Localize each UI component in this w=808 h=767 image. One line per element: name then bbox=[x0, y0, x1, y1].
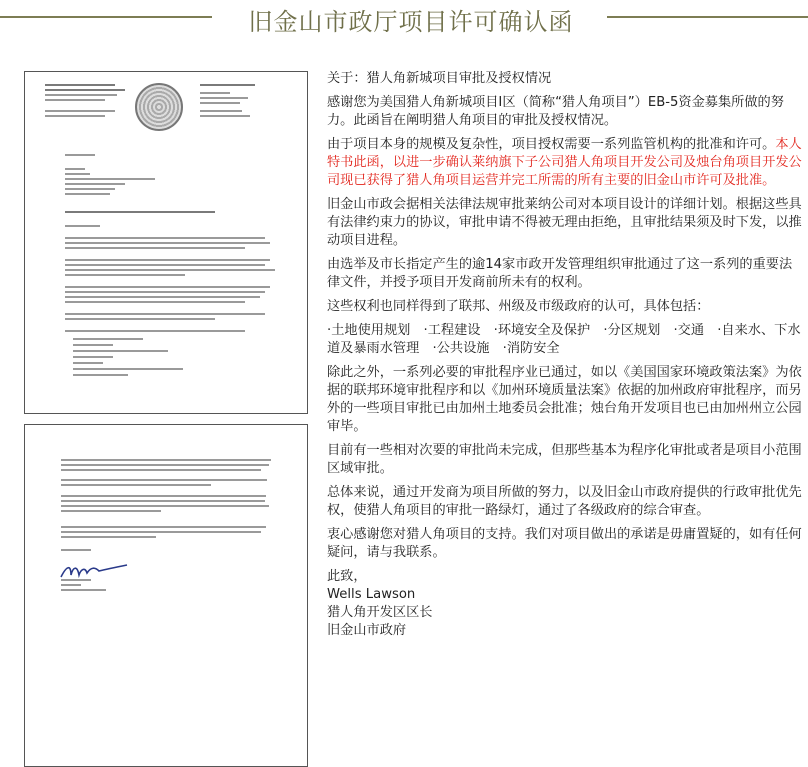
page-title: 旧金山市政厅项目许可确认函 bbox=[248, 8, 574, 36]
signature-block bbox=[327, 568, 805, 640]
confirmation-lead: 由于项目本身的规模及复杂性，项目授权需要一系列监管机构的批准和许可。 bbox=[327, 137, 776, 152]
letter-subject: 关于：猎人角新城项目审批及授权情况 bbox=[327, 71, 552, 86]
closing: 此致， bbox=[327, 569, 367, 584]
signer-org: 旧金山市政府 bbox=[327, 623, 407, 638]
paragraph-confirmation bbox=[327, 136, 805, 190]
city-seal-icon bbox=[135, 83, 183, 131]
paragraph-thanks: 衷心感谢您对猎人角项目的支持。我们对项目做出的承诺是毋庸置疑的，如有任何疑问，请与我联系。 bbox=[327, 527, 802, 560]
paragraph-summary: 总体来说，通过开发商为项目所做的努力，以及旧金山市政府提供的行政审批优先权，使猎人角项目的审批一路绿灯，通过了各级政府的综合审查。 bbox=[327, 485, 802, 518]
title-bar bbox=[0, 0, 808, 36]
paragraph-pending: 目前有一些相对次要的审批尚未完成，但那些基本为程序化审批或者是项目小范围区域审批。 bbox=[327, 443, 802, 476]
signer-name: Wells Lawson bbox=[327, 587, 416, 602]
letter-scan-page-2 bbox=[24, 424, 308, 767]
paragraph-review: 旧金山市政会据相关法律法规审批莱纳公司对本项目设计的详细计划。根据这些具有法律约束力的协议，审批申请不得被无理由拒绝，且审批结果须及时下发，以推动项目进程。 bbox=[327, 197, 802, 248]
letter-body bbox=[327, 70, 805, 640]
paragraph-rights-list: ·土地使用规划 ·工程建设 ·环境安全及保护 ·分区规划 ·交通 ·自来水、下水道及暴雨水管理 ·公共设施 ·消防安全 bbox=[327, 323, 801, 356]
signer-title: 猎人角开发区区长 bbox=[327, 605, 433, 620]
paragraph-environment: 除此之外，一系列必要的审批程序业已通过，如以《美国国家环境政策法案》为依据的联邦环境审批程序和以《加州环境质量法案》依据的加州政府审批程序，而另外的一些项目审批已由加州土地委员会批准；烛台角开发项目也已由加州州立公园审毕。 bbox=[327, 365, 802, 434]
paragraph-rights: 这些权利也同样得到了联邦、州级及市级政府的认可，具体包括： bbox=[327, 299, 710, 314]
title-rule-left bbox=[0, 16, 212, 18]
paragraph-intro: 感谢您为美国猎人角新城项目I区（简称“猎人角项目”）EB-5资金募集所做的努力。此函旨在阐明猎人角项目的审批及授权情况。 bbox=[327, 95, 784, 128]
confirmation-highlight: 本人特书此函，以进一步确认莱纳旗下子公司猎人角项目开发公司及烛台角项目开发公司现已获得了猎人角项目运营并完工所需的所有主要的旧金山市许可及批准。 bbox=[327, 137, 802, 188]
title-rule-right bbox=[607, 16, 808, 18]
paragraph-agencies: 由选举及市长指定产生的逾14家市政开发管理组织审批通过了这一系列的重要法律文件，并授予项目开发商前所未有的权利。 bbox=[327, 257, 793, 290]
letter-scan-page-1 bbox=[24, 71, 308, 414]
